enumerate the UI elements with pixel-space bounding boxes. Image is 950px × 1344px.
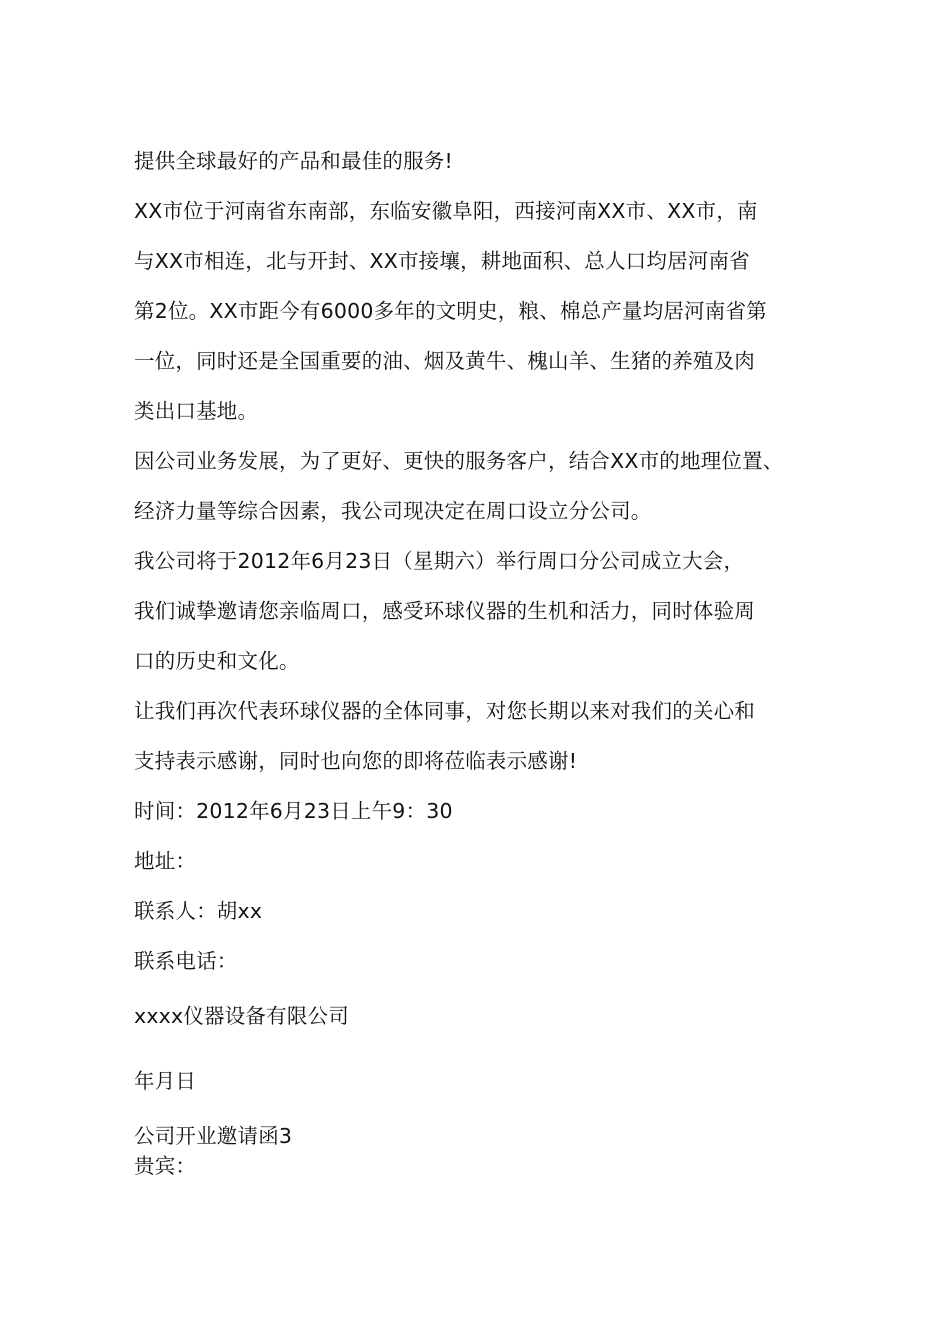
text-line: 一位，同时还是全国重要的油、烟及黄牛、槐山羊、生猪的养殖及肉 [134,349,755,373]
text-line: 经济力量等综合因素，我公司现决定在周口设立分公司。 [134,499,652,523]
date-line: 年月日 [134,1069,197,1093]
text-line: 第2位。XX市距今有6000多年的文明史，粮、棉总产量均居河南省第 [134,299,767,323]
text-line: 支持表示感谢，同时也向您的即将莅临表示感谢! [134,749,578,773]
text-line: 口的历史和文化。 [134,649,300,673]
text-line: 提供全球最好的产品和最佳的服务! [134,149,453,173]
text-line: 联系电话： [134,949,238,973]
section-title: 公司开业邀请函3 [134,1124,293,1148]
text-line: 时间：2012年6月23日上午9：30 [134,799,453,823]
text-line: 让我们再次代表环球仪器的全体同事，对您长期以来对我们的关心和 [134,699,755,723]
company-name: xxxx仪器设备有限公司 [134,1004,349,1028]
text-line: 联系人：胡xx [134,899,263,923]
text-line: 类出口基地。 [134,399,259,423]
text-line: 因公司业务发展，为了更好、更快的服务客户，结合XX市的地理位置、 [134,449,784,473]
text-line: 我公司将于2012年6月23日（星期六）举行周口分公司成立大会， [134,549,745,573]
text-line: 我们诚挚邀请您亲临周口，感受环球仪器的生机和活力，同时体验周 [134,599,755,623]
text-line: 与XX市相连，北与开封、XX市接壤，耕地面积、总人口均居河南省 [134,249,750,273]
text-line: XX市位于河南省东南部，东临安徽阜阳，西接河南XX市、XX市，南 [134,199,758,223]
text-line: 地址： [134,849,197,873]
salutation: 贵宾： [134,1154,197,1178]
